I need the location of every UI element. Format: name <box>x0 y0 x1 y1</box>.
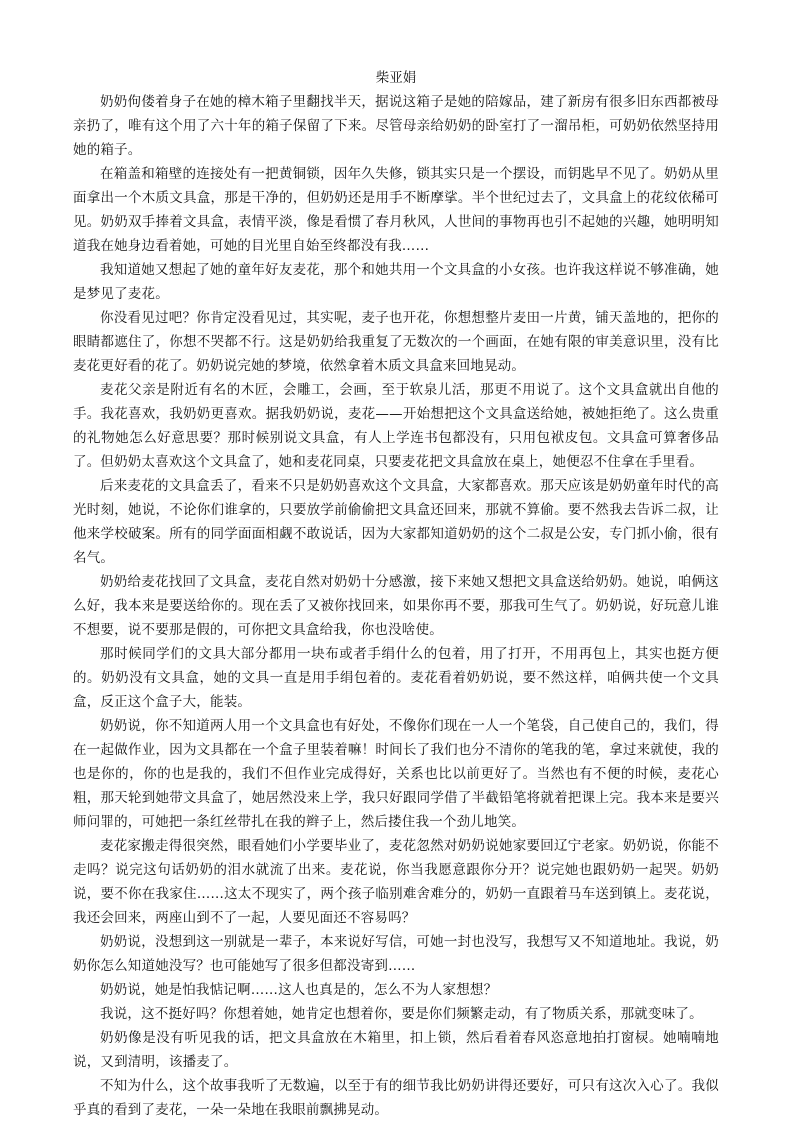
paragraph-4: 你没看见过吧？你肯定没看见过，其实呢，麦子也开花，你想想整片麦田一片黄，铺天盖地的，把你的眼睛都遮住了，你想不哭都不行。这是奶奶给我重复了无数次的一个画面，在她有限的审美意识里，没有比麦花更好看的花了。奶奶说完她的梦境，依然拿着木质文具盒来回地晃动。 <box>73 310 719 374</box>
paragraph-12: 奶奶说，她是怕我惦记啊……这人也真是的，怎么不为人家想想？ <box>100 982 498 998</box>
paragraph-7: 奶奶给麦花找回了文具盒，麦花自然对奶奶十分感激，接下来她又想把文具盒送给奶奶。她说，咱俩这么好，我本来是要送给你的。现在丢了又被你找回来，如果你再不要，那我可生气了。奶奶说，好玩意儿谁不想要，说不要那是假的，可你把文具盒给我，你也没啥使。 <box>73 574 719 638</box>
document-page <box>73 66 719 1122</box>
paragraph-2: 在箱盖和箱壁的连接处有一把黄铜锁，因年久失修，锁其实只是一个摆设，而钥匙早不见了。奶奶从里面拿出一个木质文具盒，那是干净的，但奶奶还是用手不断摩挲。半个世纪过去了，文具盒上的花纹依稀可见。奶奶双手捧着文具盒，表情平淡，像是看惯了春月秋风，人世间的事物再也引不起她的兴趣，她明明知道我在她身边看着她，可她的目光里自始至终都没有我…… <box>73 166 719 254</box>
paragraph-8: 那时候同学们的文具大部分都用一块布或者手绢什么的包着，用了打开，不用再包上，其实也挺方便的。奶奶没有文具盒，她的文具一直是用手绢包着的。麦花看着奶奶说，要不然这样，咱俩共使一个文具盒，反正这个盒子大，能装。 <box>73 646 719 710</box>
paragraph-3: 我知道她又想起了她的童年好友麦花，那个和她共用一个文具盒的小女孩。也许我这样说不够准确，她是梦见了麦花。 <box>73 262 719 302</box>
author-name: 柴亚娟 <box>375 70 417 86</box>
paragraph-9: 奶奶说，你不知道两人用一个文具盒也有好处，不像你们现在一人一个笔袋，自己使自己的，我们，得在一起做作业，因为文具都在一个盒子里装着嘛！时间长了我们也分不清你的笔我的笔，拿过来就使，我的也是你的，你的也是我的，我们不但作业完成得好，关系也比以前更好了。当然也有不便的时候，麦花心粗，那天轮到她带文具盒了，她居然没来上学，我只好跟同学借了半截铅笔将就着把课上完。我本来是要兴师问罪的，可她把一条红丝带扎在我的辫子上，然后搂住我一个劲儿地笑。 <box>73 718 719 830</box>
paragraph-10: 麦花家搬走得很突然，眼看她们小学要毕业了，麦花忽然对奶奶说她家要回辽宁老家。奶奶说，你能不走吗？说完这句话奶奶的泪水就流了出来。麦花说，你当我愿意跟你分开？说完她也跟奶奶一起哭。奶奶说，要不你在我家住……这太不现实了，两个孩子临别难舍难分的，奶奶一直跟着马车送到镇上。麦花说，我还会回来，两座山到不了一起，人要见面还不容易吗？ <box>73 838 719 926</box>
paragraph-15: 不知为什么，这个故事我听了无数遍，以至于有的细节我比奶奶讲得还要好，可只有这次入心了。我似乎真的看到了麦花，一朵一朵地在我眼前飘拂晃动。 <box>73 1078 719 1118</box>
paragraph-14: 奶奶像是没有听见我的话，把文具盒放在木箱里，扣上锁，然后看着春风恣意地拍打窗棂。她喃喃地说，又到清明，该播麦了。 <box>73 1030 719 1070</box>
paragraph-1: 奶奶佝偻着身子在她的樟木箱子里翻找半天，据说这箱子是她的陪嫁品，建了新房有很多旧东西都被母亲扔了，唯有这个用了六十年的箱子保留了下来。尽管母亲给奶奶的卧室打了一溜吊柜，可奶奶依然坚持用她的箱子。 <box>73 94 719 158</box>
paragraph-5: 麦花父亲是附近有名的木匠，会雕工，会画，至于软泉儿活，那更不用说了。这个文具盒就出自他的手。我花喜欢，我奶奶更喜欢。据我奶奶说，麦花——开始想把这个文具盒送给她，被她拒绝了。这么贵重的礼物她怎么好意思要？那时候别说文具盒，有人上学连书包都没有，只用包袱皮包。文具盒可算奢侈品了。但奶奶太喜欢这个文具盒了，她和麦花同桌，只要麦花把文具盒放在桌上，她便忍不住拿在手里看。 <box>73 382 719 470</box>
paragraph-13: 我说，这不挺好吗？你想着她，她肯定也想着你，要是你们频繁走动，有了物质关系，那就变味了。 <box>100 1006 703 1022</box>
paragraph-6: 后来麦花的文具盒丢了，看来不只是奶奶喜欢这个文具盒，大家都喜欢。那天应该是奶奶童年时代的高光时刻，她说，不论你们谁拿的，只要放学前偷偷把文具盒还回来，那就不算偷。要不然我去告诉二叔，让他来学校破案。所有的同学面面相觑不敢说话，因为大家都知道奶奶的这个二叔是公安，专门抓小偷，很有名气。 <box>73 478 719 566</box>
paragraph-11: 奶奶说，没想到这一别就是一辈子，本来说好写信，可她一封也没写，我想写又不知道地址。我说，奶奶你怎么知道她没写？也可能她写了很多但都没寄到…… <box>73 934 719 974</box>
